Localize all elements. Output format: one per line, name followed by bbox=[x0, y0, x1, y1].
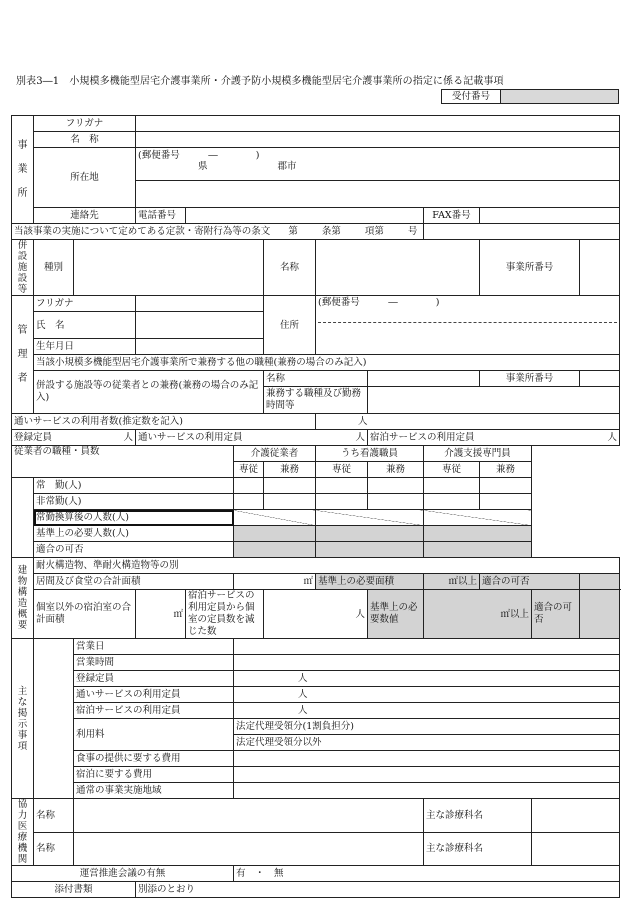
staff-cell[interactable] bbox=[316, 510, 424, 526]
facility-num-label: 事業所番号 bbox=[480, 240, 580, 296]
office-contact-label: 連絡先 bbox=[34, 208, 136, 224]
building-req-val-label: 基準上の必要数値 bbox=[368, 590, 424, 639]
staff-ken-1: 兼務 bbox=[264, 462, 316, 478]
users-field[interactable]: 人 bbox=[316, 414, 620, 430]
staff-gray-cell bbox=[316, 526, 424, 542]
staff-cell[interactable] bbox=[234, 510, 316, 526]
manager-address-label: 住所 bbox=[264, 296, 316, 355]
clinic-name-label-2: 名称 bbox=[34, 832, 74, 866]
staff-ken-2: 兼務 bbox=[368, 462, 424, 478]
document-title: 別表3―1 小規模多機能型居宅介護事業所・介護予防小規模多機能型居宅介護事業所の指定に係る記載事項 bbox=[16, 76, 504, 87]
clinic-dept-label-2: 主な診療科名 bbox=[424, 832, 532, 866]
staff-cell[interactable] bbox=[424, 478, 480, 494]
office-city: 郡市 bbox=[277, 161, 297, 172]
office-address-label: 所在地 bbox=[34, 148, 136, 208]
notice-row-1: 営業時間 bbox=[74, 655, 234, 671]
clinic-name-field-1[interactable] bbox=[74, 799, 424, 833]
office-section-label: 事業所 bbox=[12, 116, 34, 224]
staff-cell[interactable] bbox=[368, 478, 424, 494]
receipt-number-box bbox=[441, 89, 619, 104]
notice-row-6: 食事の提供に要する費用 bbox=[74, 751, 234, 767]
staff-cell[interactable] bbox=[480, 494, 532, 510]
notice-field-8[interactable] bbox=[234, 783, 620, 799]
building-gray-cell bbox=[580, 574, 620, 590]
notice-fee2[interactable]: 法定代理受領分以外 bbox=[234, 735, 620, 751]
staff-ken-3: 兼務 bbox=[480, 462, 532, 478]
manager-name-field[interactable] bbox=[136, 312, 264, 339]
notice-section-label: 主な掲示事項 bbox=[12, 639, 34, 799]
building-req-val-field: ㎡以上 bbox=[424, 590, 532, 639]
office-name-label: 名 称 bbox=[34, 132, 136, 148]
staff-cell[interactable] bbox=[316, 494, 368, 510]
building-room-area-label: 個室以外の宿泊室の合計面積 bbox=[34, 590, 136, 639]
notice-row-7: 宿泊に要する費用 bbox=[74, 767, 234, 783]
clinic-name-field-2[interactable] bbox=[74, 832, 424, 866]
office-pref: 県 bbox=[198, 161, 208, 172]
office-furigana-field[interactable] bbox=[136, 116, 620, 132]
office-fax-field[interactable] bbox=[480, 208, 620, 224]
notice-row-3: 通いサービスの利用定員 bbox=[74, 687, 234, 703]
capacity-stay-label: 宿泊サービスの利用定員 人 bbox=[368, 430, 620, 446]
manager-side-role-label: 兼務する職種及び勤務時間等 bbox=[264, 387, 368, 414]
staff-cell[interactable] bbox=[264, 494, 316, 510]
manager-side-num-label: 事業所番号 bbox=[480, 371, 580, 387]
capacity-reg-label: 登録定員 人 bbox=[12, 430, 136, 446]
office-postal: (郵便番号 ― ) bbox=[138, 150, 260, 161]
manager-furigana-label: フリガナ bbox=[34, 296, 136, 312]
manager-side-role-field[interactable] bbox=[368, 387, 620, 414]
clinic-name-label-1: 名称 bbox=[34, 799, 74, 833]
staff-row-fit: 適合の可否 bbox=[34, 542, 234, 558]
manager-section-label: 管理者 bbox=[12, 296, 34, 414]
facility-kind-label: 種別 bbox=[34, 240, 74, 296]
attach-value: 別添のとおり bbox=[136, 882, 620, 898]
staff-sen-3: 専従 bbox=[424, 462, 480, 478]
clinic-section-label: 協力医療機関 bbox=[12, 799, 34, 866]
building-section-label: 建物構造概要 bbox=[12, 558, 34, 639]
notice-fee1[interactable]: 法定代理受領分(1割負担分) bbox=[234, 719, 620, 735]
manager-side-name-label: 名称 bbox=[264, 371, 368, 387]
staff-sen-2: 専従 bbox=[316, 462, 368, 478]
staff-cell[interactable] bbox=[480, 478, 532, 494]
manager-side-job-label: 併設する施設等の従業者との兼務(兼務の場合のみ記入) bbox=[34, 371, 264, 414]
manager-side-name-field[interactable] bbox=[368, 371, 480, 387]
staff-cell[interactable] bbox=[264, 478, 316, 494]
staff-cell[interactable] bbox=[424, 494, 480, 510]
notice-field-6[interactable] bbox=[234, 751, 620, 767]
form-table bbox=[11, 115, 619, 898]
building-req-area-field: ㎡以上 bbox=[424, 574, 480, 590]
office-fax-label: FAX番号 bbox=[424, 208, 480, 224]
office-address-field[interactable] bbox=[136, 148, 620, 181]
manager-postal: (郵便番号 ― ) bbox=[318, 297, 440, 308]
manager-address-field[interactable] bbox=[316, 296, 620, 355]
notice-field-2[interactable]: 人 bbox=[234, 671, 620, 687]
staff-gray-cell bbox=[234, 526, 316, 542]
staff-gray-cell bbox=[316, 542, 424, 558]
clinic-dept-field-1[interactable] bbox=[532, 799, 620, 833]
articles-label: 当該事業の実施について定めてある定款・寄附行為等の条文 第 条第 項第 号 bbox=[12, 224, 424, 240]
manager-dob-label: 生年月日 bbox=[34, 339, 136, 355]
staff-col-nurse: うち看護職員 bbox=[316, 446, 424, 462]
notice-field-3[interactable]: 人 bbox=[234, 687, 620, 703]
staff-cell[interactable] bbox=[368, 494, 424, 510]
staff-col-care: 介護従業者 bbox=[234, 446, 316, 462]
facility-name-field[interactable] bbox=[316, 240, 480, 296]
notice-row-4: 宿泊サービスの利用定員 bbox=[74, 703, 234, 719]
clinic-dept-field-2[interactable] bbox=[532, 832, 620, 866]
building-area-field[interactable]: ㎡ bbox=[234, 574, 316, 590]
manager-dob-field[interactable] bbox=[136, 339, 264, 355]
staff-row-fulltime: 常 勤(人) bbox=[34, 478, 234, 494]
users-label: 通いサービスの利用者数(推定数を記入) bbox=[12, 414, 316, 430]
staff-header: 従業者の職種・員数 bbox=[12, 446, 234, 478]
articles-field[interactable] bbox=[424, 224, 620, 240]
staff-gray-cell bbox=[424, 526, 532, 542]
manager-furigana-field[interactable] bbox=[136, 296, 264, 312]
staff-sen-1: 専従 bbox=[234, 462, 264, 478]
notice-row-5: 利用料 bbox=[74, 719, 234, 751]
building-area-label: 居間及び食堂の合計面積 bbox=[34, 574, 234, 590]
manager-name-label: 氏 名 bbox=[34, 312, 136, 339]
staff-cell[interactable] bbox=[234, 478, 264, 494]
building-fire-label: 耐火構造物、準耐火構造物等の別 bbox=[34, 558, 620, 574]
staff-col-manager: 介護支援専門員 bbox=[424, 446, 532, 462]
staff-cell[interactable] bbox=[316, 478, 368, 494]
clinic-dept-label-1: 主な診療科名 bbox=[424, 799, 532, 833]
staff-cell[interactable] bbox=[234, 494, 264, 510]
notice-field-0[interactable] bbox=[234, 639, 620, 655]
office-name-field[interactable] bbox=[136, 132, 620, 148]
office-address-line2[interactable] bbox=[136, 181, 620, 208]
staff-row-parttime: 非常勤(人) bbox=[34, 494, 234, 510]
facility-label: 併設施設等 bbox=[12, 240, 34, 296]
receipt-number-field[interactable] bbox=[501, 90, 618, 103]
notice-row-8: 通常の事業実施地域 bbox=[74, 783, 234, 799]
receipt-number-label: 受付番号 bbox=[442, 90, 501, 103]
building-gray-cell bbox=[580, 590, 620, 639]
capacity-day-label: 通いサービスの利用定員 人 bbox=[136, 430, 368, 446]
staff-gray-cell bbox=[234, 542, 316, 558]
building-req-area-label: 基準上の必要面積 bbox=[316, 574, 424, 590]
notice-field-7[interactable] bbox=[234, 767, 620, 783]
meeting-value[interactable]: 有 ・ 無 bbox=[234, 866, 620, 882]
staff-row-fte: 常勤換算後の人数(人) bbox=[34, 510, 234, 526]
building-fit-label: 適合の可否 bbox=[480, 574, 580, 590]
building-room-area-field[interactable]: ㎡ bbox=[136, 590, 186, 639]
notice-row-0: 営業日 bbox=[74, 639, 234, 655]
manager-side-num-field[interactable] bbox=[580, 371, 620, 387]
notice-field-1[interactable] bbox=[234, 655, 620, 671]
meeting-label: 運営推進会議の有無 bbox=[12, 866, 234, 882]
staff-cell[interactable] bbox=[424, 510, 532, 526]
facility-num-field[interactable] bbox=[580, 240, 620, 296]
facility-name-label: 名称 bbox=[264, 240, 316, 296]
office-phone-field[interactable] bbox=[186, 208, 424, 224]
notice-row-2: 登録定員 bbox=[74, 671, 234, 687]
facility-kind-field[interactable] bbox=[74, 240, 264, 296]
attach-label: 添付書類 bbox=[12, 882, 136, 898]
staff-row-required: 基準上の必要人数(人) bbox=[34, 526, 234, 542]
office-furigana-label: フリガナ bbox=[34, 116, 136, 132]
notice-field-4[interactable]: 人 bbox=[234, 703, 620, 719]
building-stay-cap-label: 宿泊サービスの利用定員から個室の定員数を減じた数 bbox=[186, 590, 264, 639]
manager-other-job-label: 当該小規模多機能型居宅介護事業所で兼務する他の職種(兼務の場合のみ記入) bbox=[34, 355, 620, 371]
office-phone-label: 電話番号 bbox=[136, 208, 186, 224]
building-stay-cap-field[interactable]: 人 bbox=[264, 590, 368, 639]
staff-gray-cell bbox=[424, 542, 532, 558]
building-fit2-label: 適合の可否 bbox=[532, 590, 580, 639]
